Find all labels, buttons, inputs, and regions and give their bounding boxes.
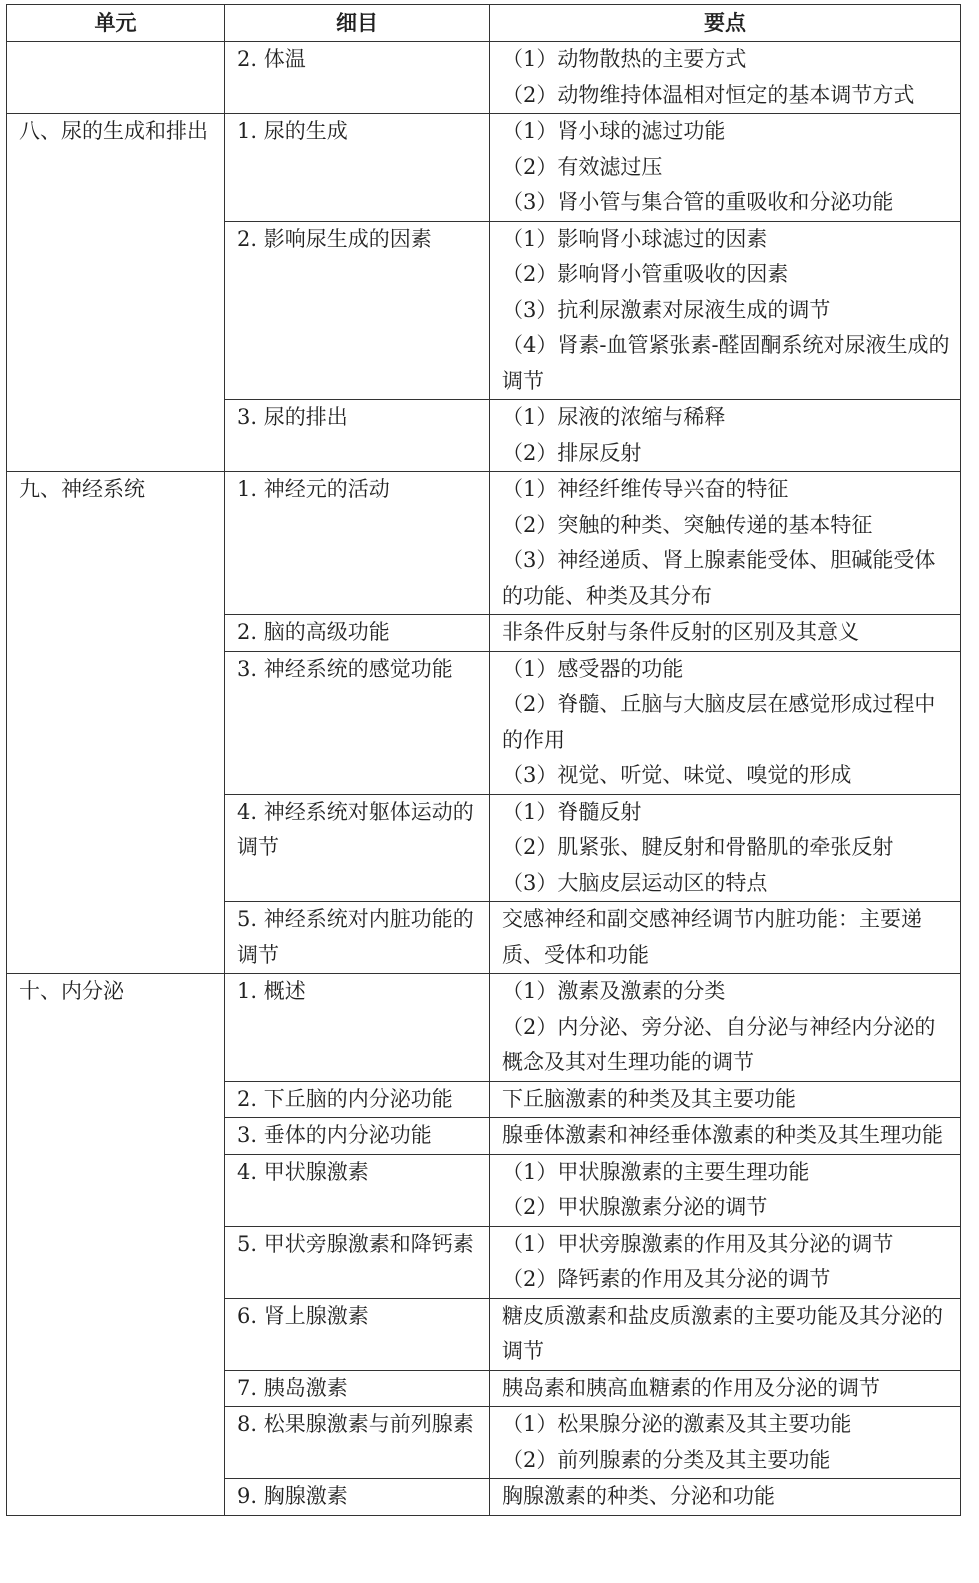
detail-cell: 4. 神经系统对躯体运动的调节 [225,794,490,902]
points-cell [490,1479,961,1516]
detail-cell: 2. 脑的高级功能 [225,615,490,652]
point-item: （3）神经递质、肾上腺素能受体、胆碱能受体的功能、种类及其分布 [502,548,936,608]
points-cell [490,42,961,114]
point-item: （2）肌紧张、腱反射和骨骼肌的牵张反射 [502,835,894,859]
detail-cell: 3. 垂体的内分泌功能 [225,1118,490,1155]
points-cell [490,615,961,652]
detail-cell: 9. 胸腺激素 [225,1479,490,1516]
point-item: （1）感受器的功能 [502,656,684,681]
point-item: （1）甲状腺激素的主要生理功能 [502,1159,810,1184]
syllabus-sheet [6,4,960,1516]
detail-cell: 5. 甲状旁腺激素和降钙素 [225,1226,490,1298]
point-item: （1）松果腺分泌的激素及其主要功能 [502,1412,852,1436]
table-row [7,974,961,1082]
points-cell [490,472,961,615]
point-item: （2）有效滤过压 [502,154,663,179]
points-cell [490,974,961,1082]
point-item: （1）甲状旁腺激素的作用及其分泌的调节 [502,1231,894,1256]
detail-cell: 3. 尿的排出 [225,400,490,472]
points-cell [490,902,961,974]
detail-cell: 1. 概述 [225,974,490,1082]
point-item: （1）尿液的浓缩与稀释 [502,405,726,429]
point-item: （2）排尿反射 [502,440,642,465]
detail-cell: 1. 神经元的活动 [225,472,490,615]
point-item: （1）动物散热的主要方式 [502,47,747,71]
point-item: （2）甲状腺激素分泌的调节 [502,1195,768,1219]
header-row [7,5,961,42]
point-item: （2）动物维持体温相对恒定的基本调节方式 [502,82,915,107]
points-cell [490,1081,961,1118]
points-cell [490,400,961,472]
point-item: 胰岛素和胰高血糖素的作用及分泌的调节 [502,1375,880,1400]
point-item: 下丘脑激素的种类及其主要功能 [502,1086,796,1111]
point-item: （3）大脑皮层运动区的特点 [502,870,768,895]
point-item: （4）肾素-血管紧张素-醛固酮系统对尿液生成的调节 [502,333,950,393]
point-item: （1）激素及激素的分类 [502,979,726,1003]
point-item: （2）影响肾小管重吸收的因素 [502,262,789,286]
point-item: （3）抗利尿激素对尿液生成的调节 [502,297,831,322]
unit-cell: 十、内分泌 [7,974,225,1516]
detail-cell: 2. 影响尿生成的因素 [225,221,490,400]
detail-cell: 8. 松果腺激素与前列腺素 [225,1407,490,1479]
points-cell [490,1298,961,1370]
syllabus-table [6,4,961,1516]
points-cell [490,221,961,400]
header-detail: 细目 [225,5,490,42]
detail-cell: 3. 神经系统的感觉功能 [225,651,490,794]
point-item: （2）前列腺素的分类及其主要功能 [502,1447,831,1472]
point-item: （2）内分泌、旁分泌、自分泌与神经内分泌的概念及其对生理功能的调节 [502,1014,936,1074]
point-item: （3）视觉、听觉、味觉、嗅觉的形成 [502,763,852,787]
detail-cell: 5. 神经系统对内脏功能的调节 [225,902,490,974]
detail-cell: 1. 尿的生成 [225,114,490,222]
points-cell [490,1154,961,1226]
point-item: （1）神经纤维传导兴奋的特征 [502,477,789,501]
point-item: （2）脊髓、丘脑与大脑皮层在感觉形成过程中的作用 [502,692,936,752]
point-item: （1）影响肾小球滤过的因素 [502,226,768,251]
point-item: （1）肾小球的滤过功能 [502,119,726,143]
point-item: 胸腺激素的种类、分泌和功能 [502,1484,775,1508]
point-item: （1）脊髓反射 [502,799,642,824]
header-unit: 单元 [7,5,225,42]
table-row [7,472,961,615]
detail-cell: 6. 肾上腺激素 [225,1298,490,1370]
point-item: 交感神经和副交感神经调节内脏功能：主要递质、受体和功能 [502,907,922,967]
header-points: 要点 [490,5,961,42]
point-item: （2）突触的种类、突触传递的基本特征 [502,512,873,537]
table-body [7,42,961,1516]
point-item: （2）降钙素的作用及其分泌的调节 [502,1267,831,1291]
points-cell [490,1407,961,1479]
points-cell [490,1370,961,1407]
detail-cell: 2. 体温 [225,42,490,114]
points-cell [490,1118,961,1155]
point-item: 腺垂体激素和神经垂体激素的种类及其生理功能 [502,1123,943,1147]
detail-cell: 7. 胰岛激素 [225,1370,490,1407]
point-item: 糖皮质激素和盐皮质激素的主要功能及其分泌的调节 [502,1303,943,1363]
unit-cell: 九、神经系统 [7,472,225,974]
table-row [7,42,961,114]
detail-cell: 2. 下丘脑的内分泌功能 [225,1081,490,1118]
points-cell [490,1226,961,1298]
points-cell [490,651,961,794]
point-item: 非条件反射与条件反射的区别及其意义 [502,620,859,644]
unit-cell [7,42,225,114]
table-row [7,114,961,222]
points-cell [490,794,961,902]
points-cell [490,114,961,222]
detail-cell: 4. 甲状腺激素 [225,1154,490,1226]
unit-cell: 八、尿的生成和排出 [7,114,225,472]
point-item: （3）肾小管与集合管的重吸收和分泌功能 [502,190,894,214]
